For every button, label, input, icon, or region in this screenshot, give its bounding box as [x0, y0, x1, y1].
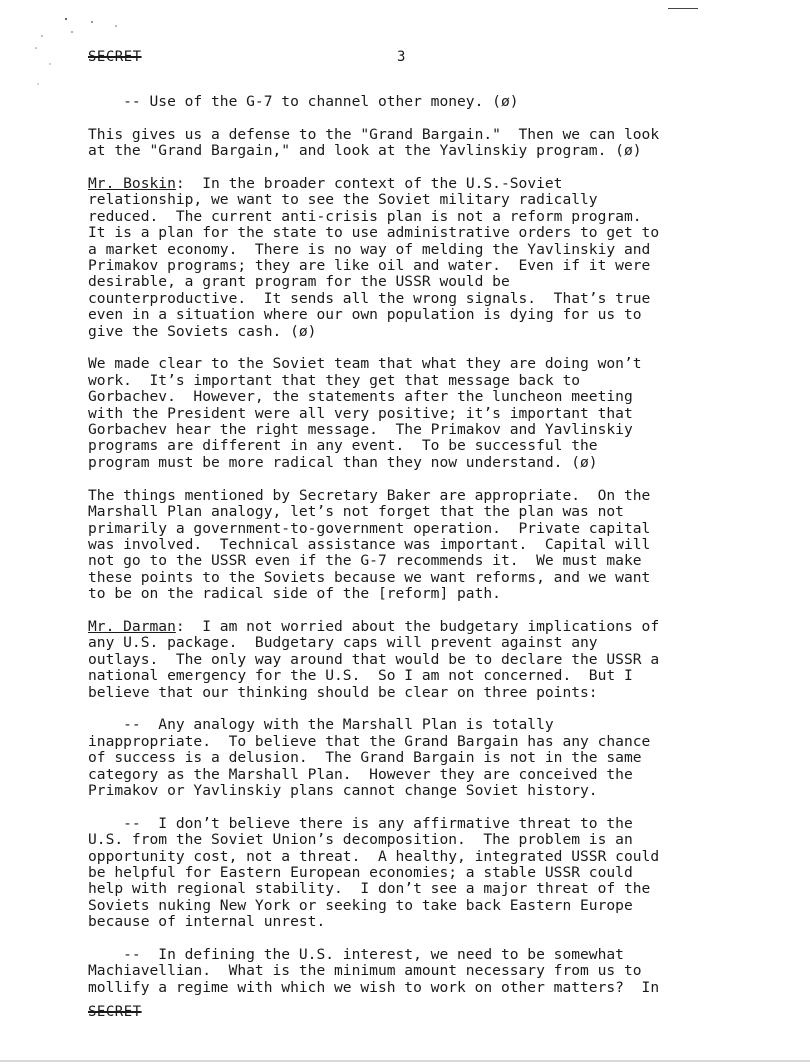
text-line: be helpful for Eastern European economies; a stable USSR could — [88, 863, 633, 881]
text-line: -- In defining the U.S. interest, we need to be somewhat — [88, 946, 624, 963]
text-line: these points to the Soviets because we want reforms, and we want — [88, 568, 651, 586]
speaker-name: Mr. Boskin — [88, 175, 176, 192]
text-line: give the Soviets cash. (ø) — [88, 322, 317, 340]
text-line: Machiavellian. What is the minimum amount necessary from us to — [88, 962, 642, 980]
text-line: to be on the radical side of the [reform] path. — [88, 585, 501, 603]
text-line: opportunity cost, not a threat. A healthy, integrated USSR could — [88, 847, 660, 865]
text-line: relationship, we want to see the Soviet military radically — [88, 191, 598, 209]
text-line: Primakov programs; they are like oil and water. Even if it were — [88, 257, 651, 275]
text-line: believe that our thinking should be clear on three points: — [88, 683, 598, 701]
text-line: outlays. The only way around that would be to declare the USSR a — [88, 650, 660, 668]
text-line: programs are different in any event. To be successful the — [88, 437, 598, 455]
document-body — [88, 94, 728, 1013]
text-line: Gorbachev. However, the statements after the luncheon meeting — [88, 388, 633, 406]
scan-mark — [668, 8, 698, 9]
paragraph — [88, 356, 728, 471]
text-line: primarily a government-to-government operation. Private capital — [88, 519, 651, 537]
text-line: Gorbachev hear the right message. The Primakov and Yavlinskiy — [88, 421, 633, 439]
page-number: 3 — [397, 49, 406, 65]
paragraph — [88, 127, 728, 160]
paragraph — [88, 94, 728, 110]
text-line: -- Use of the G-7 to channel other money. (ø) — [88, 93, 519, 110]
text-line: mollify a regime with which we wish to work on other matters? In — [88, 978, 660, 996]
text-line: was involved. Technical assistance was important. Capital will — [88, 535, 651, 553]
text-line: : I am not worried about the budgetary implications of — [175, 617, 660, 635]
text-line: U.S. from the Soviet Union’s decomposition. The problem is an — [88, 831, 633, 849]
text-line: counterproductive. It sends all the wrong signals. That’s true — [88, 289, 651, 307]
paragraph — [88, 488, 728, 603]
paragraph — [88, 816, 728, 931]
text-line: inappropriate. To believe that the Grand Bargain has any chance — [88, 732, 651, 750]
paragraph — [88, 947, 728, 996]
text-line: Marshall Plan analogy, let’s not forget that the plan was not — [88, 503, 624, 521]
text-line: reduced. The current anti-crisis plan is not a reform program. — [88, 207, 642, 225]
speaker-name: Mr. Darman — [88, 617, 176, 635]
text-line: of success is a delusion. The Grand Bargain is not in the same — [88, 749, 642, 767]
text-line: because of internal unrest. — [88, 913, 326, 931]
text-line: with the President were all very positive; it’s important that — [88, 404, 633, 422]
text-line: category as the Marshall Plan. However they are conceived the — [88, 765, 633, 783]
text-line: Soviets nuking New York or seeking to take back Eastern Europe — [88, 896, 633, 914]
text-line: program must be more radical than they now understand. (ø) — [88, 453, 598, 471]
text-line: desirable, a grant program for the USSR would be — [88, 273, 510, 291]
text-line: We made clear to the Soviet team that what they are doing won’t — [88, 355, 642, 373]
classification-header: SECRET — [88, 49, 142, 65]
paragraph — [88, 176, 728, 340]
text-line: The things mentioned by Secretary Baker are appropriate. On the — [88, 486, 651, 504]
text-line: It is a plan for the state to use administrative orders to get to — [88, 224, 660, 242]
paragraph — [88, 717, 728, 799]
text-line: This gives us a defense to the "Grand Bargain." Then we can look — [88, 125, 660, 143]
text-line: -- Any analogy with the Marshall Plan is totally — [88, 716, 554, 734]
text-line: any U.S. package. Budgetary caps will prevent against any — [88, 634, 598, 652]
text-line: not go to the USSR even if the G-7 recommends it. We must make — [88, 552, 642, 570]
text-line: -- I don’t believe there is any affirmative threat to the — [88, 814, 633, 832]
paragraph — [88, 619, 728, 701]
text-line: Primakov or Yavlinskiy plans cannot change Soviet history. — [88, 781, 598, 799]
page-edge — [0, 1060, 810, 1062]
text-line: help with regional stability. I don’t see a major threat of the — [88, 880, 651, 898]
text-line: national emergency for the U.S. So I am not concerned. But I — [88, 667, 633, 685]
text-line: even in a situation where our own population is dying for us to — [88, 306, 642, 324]
text-line: a market economy. There is no way of melding the Yavlinskiy and — [88, 240, 651, 258]
classification-footer: SECRET — [88, 1004, 142, 1020]
text-line: work. It’s important that they get that message back to — [88, 371, 581, 389]
text-line: : In the broader context of the U.S.-Soviet — [175, 175, 563, 192]
text-line: at the "Grand Bargain," and look at the Yavlinskiy program. (ø) — [88, 142, 642, 160]
